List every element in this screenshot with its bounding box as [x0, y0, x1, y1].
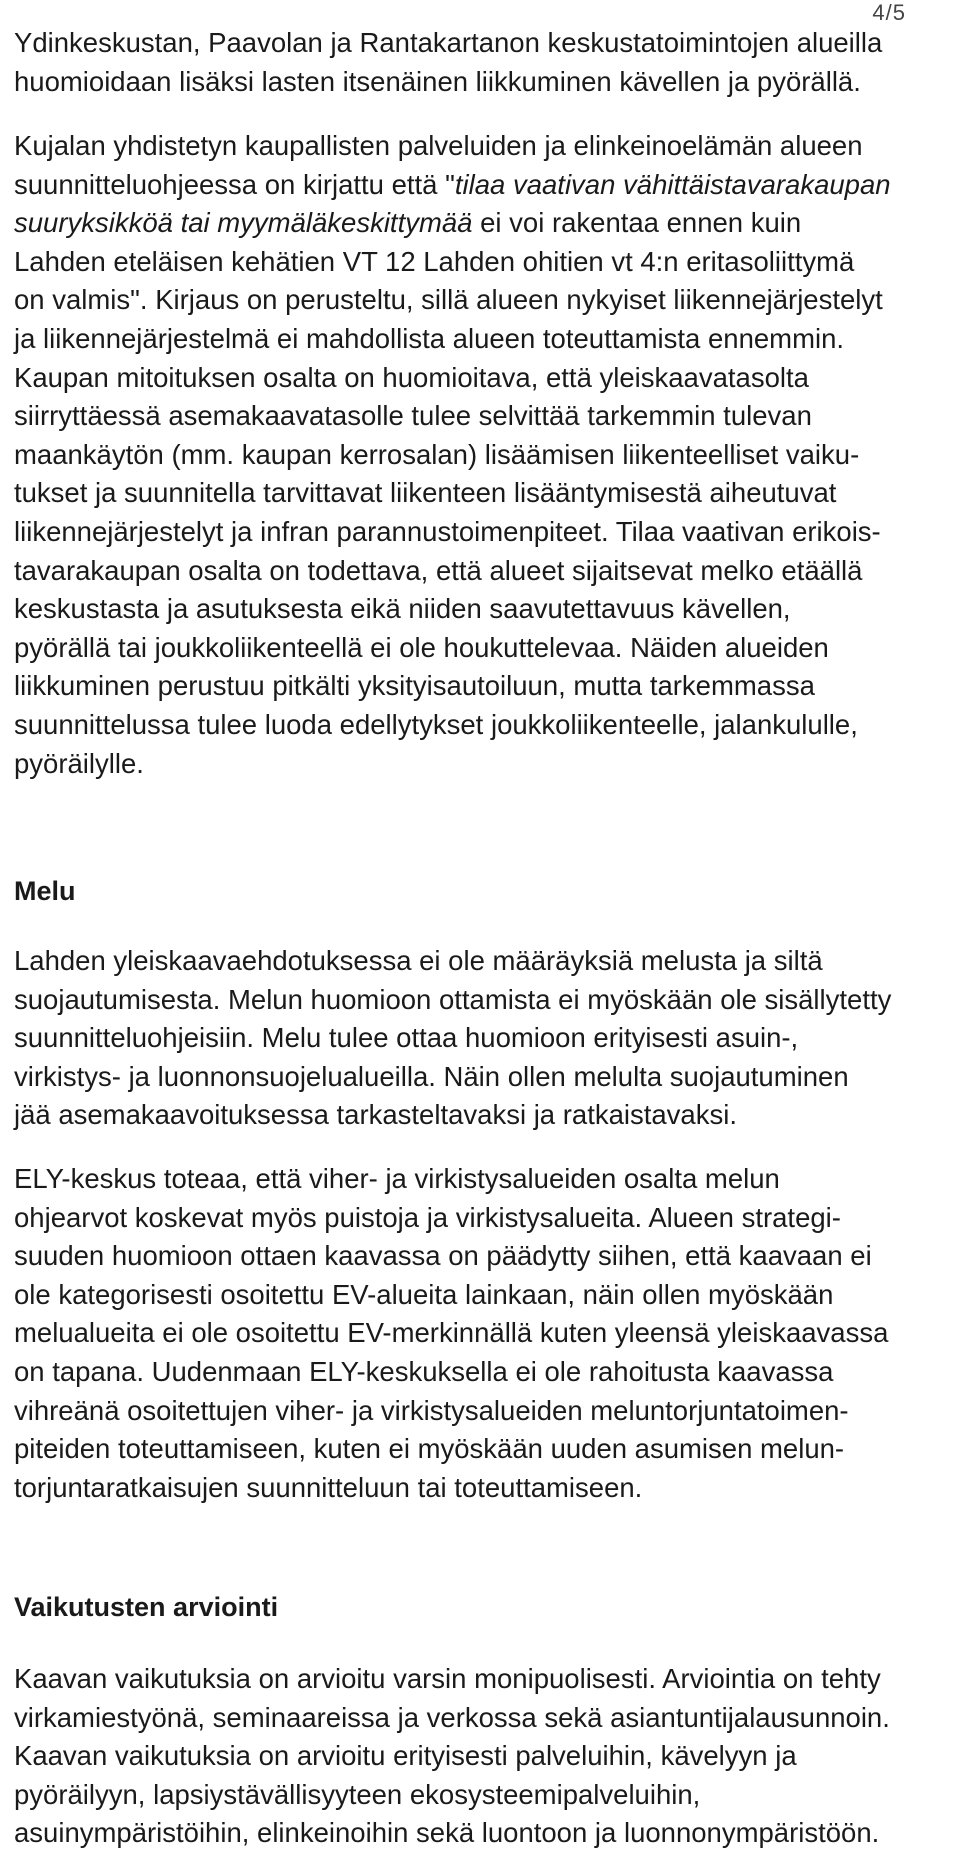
page-number: 4/5	[872, 0, 906, 25]
text-line: keskustasta ja asutuksesta eikä niiden saavutettavuus kävellen,	[14, 593, 791, 625]
text-line: melualueita ei ole osoitettu EV-merkinnällä kuten yleensä yleiskaavassa	[14, 1317, 889, 1349]
text-line	[14, 166, 944, 205]
text-line: asuinympäristöihin, elinkeinoihin sekä luontoon ja luonnonympäristöön.	[14, 1817, 880, 1849]
text-line: suojautumisesta. Melun huomioon ottamista ei myöskään ole sisällytetty	[14, 983, 892, 1015]
text-line: Kaupan mitoituksen osalta on huomioitava, että yleiskaavatasolta	[14, 361, 809, 393]
text-run: suunnitteluohjeessa on kirjattu että "	[14, 168, 455, 200]
text-line: Kaavan vaikutuksia on arvioitu varsin monipuolisesti. Arviointia on tehty	[14, 1663, 881, 1694]
text-line: suunnittelussa tulee luoda edellytykset joukkoliikenteelle, jalankululle,	[14, 708, 858, 740]
text-line: piteiden toteuttamiseen, kuten ei myöskään uuden asumisen melun-	[14, 1433, 845, 1465]
text-line: siirryttäessä asemakaavatasolle tulee selvittää tarkemmin tulevan	[14, 400, 812, 432]
text-line: ole kategorisesti osoitettu EV-alueita lainkaan, näin ollen myöskään	[14, 1278, 834, 1310]
text-line: Lahden yleiskaavaehdotuksessa ei ole määräyksiä melusta ja siltä	[14, 945, 823, 976]
text-line: Kujalan yhdistetyn kaupallisten palveluiden ja elinkeinoelämän alueen	[14, 130, 863, 161]
text-line: maankäytön (mm. kaupan kerrosalan) lisäämisen liikenteelliset vaiku-	[14, 438, 860, 470]
text-line: pyörällä tai joukkoliikenteellä ei ole houkuttelevaa. Näiden alueiden	[14, 631, 829, 663]
text-line: virkistys- ja luonnonsuojelualueilla. Näin ollen melulta suojautuminen	[14, 1060, 849, 1092]
section-heading-vaikutusten-arviointi: Vaikutusten arviointi	[14, 1592, 279, 1622]
text-line: ELY-keskus toteaa, että viher- ja virkistysalueiden osalta melun	[14, 1163, 780, 1194]
text-line: torjuntaratkaisujen suunnitteluun tai toteuttamiseen.	[14, 1471, 643, 1503]
text-line: liikennejärjestelyt ja infran parannustoimenpiteet. Tilaa vaativan erikois-	[14, 515, 881, 547]
section-heading-melu: Melu	[14, 876, 76, 906]
text-line	[14, 204, 944, 243]
paragraph-ely-noise	[14, 1160, 944, 1507]
text-line: Lahden eteläisen kehätien VT 12 Lahden ohitien vt 4:n eritasoliittymä	[14, 245, 855, 277]
text-line: vihreänä osoitettujen viher- ja virkistysalueiden meluntorjuntatoimen-	[14, 1394, 849, 1426]
text-line: liikkuminen perustuu pitkälti yksityisautoiluun, mutta tarkemmassa	[14, 670, 815, 702]
text-line: on valmis". Kirjaus on perusteltu, sillä alueen nykyiset liikennejärjestelyt	[14, 284, 883, 316]
text-line: tukset ja suunnitella tarvittavat liikenteen lisääntymisestä aiheutuvat	[14, 477, 837, 509]
text-line: Kaavan vaikutuksia on arvioitu erityisesti palveluihin, kävelyyn ja	[14, 1740, 797, 1772]
text-line: pyöräilylle.	[14, 747, 144, 779]
text-line: suunnitteluohjeisiin. Melu tulee ottaa huomioon erityisesti asuin-,	[14, 1022, 799, 1054]
text-line: Ydinkeskustan, Paavolan ja Rantakartanon keskustatoimintojen alueilla	[14, 27, 883, 58]
text-line: jää asemakaavoituksessa tarkasteltavaksi ja ratkaistavaksi.	[14, 1099, 737, 1131]
text-line: on tapana. Uudenmaan ELY-keskuksella ei ole rahoitusta kaavassa	[14, 1355, 834, 1387]
quoted-text-italic: suuryksikköä tai myymäläkeskittymää	[14, 207, 473, 239]
paragraph-noise-regulations	[14, 942, 944, 1135]
text-line: huomioidaan lisäksi lasten itsenäinen liikkuminen kävellen ja pyörällä.	[14, 65, 861, 97]
text-line: suuden huomioon ottaen kaavassa on päädytty siihen, että kaavaan ei	[14, 1240, 872, 1272]
text-line: ohjearvot koskevat myös puistoja ja virkistysalueita. Alueen strategi-	[14, 1201, 841, 1233]
paragraph-impact-assessment	[14, 1660, 944, 1853]
text-line: ja liikennejärjestelmä ei mahdollista alueen toteuttamista ennemmin.	[14, 322, 845, 354]
text-line: pyöräilyyn, lapsiystävällisyyteen ekosysteemipalveluihin,	[14, 1778, 701, 1810]
paragraph-kujala-guideline	[14, 127, 944, 783]
text-run: ei voi rakentaa ennen kuin	[472, 207, 802, 239]
paragraph-children-mobility	[14, 24, 944, 101]
quoted-text-italic: tilaa vaativan vähittäistavarakaupan	[454, 168, 891, 200]
text-line: tavarakaupan osalta on todettava, että alueet sijaitsevat melko etäällä	[14, 554, 863, 586]
text-line: virkamiestyönä, seminaareissa ja verkossa sekä asiantuntijalausunnoin.	[14, 1701, 890, 1733]
